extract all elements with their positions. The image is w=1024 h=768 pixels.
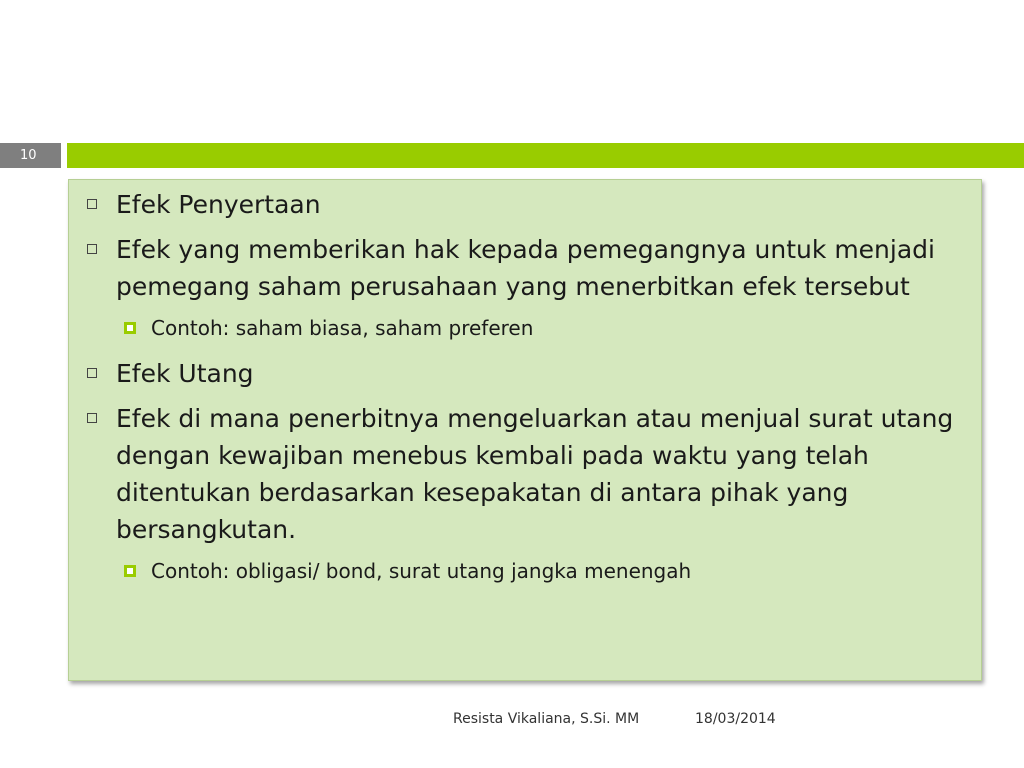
bullet-text: Efek Penyertaan bbox=[116, 190, 321, 219]
hollow-square-bullet-icon bbox=[87, 199, 97, 209]
bullet-item bbox=[69, 186, 981, 223]
sub-bullet-item bbox=[69, 313, 981, 343]
content-box bbox=[68, 179, 982, 681]
hollow-square-bullet-icon bbox=[87, 244, 97, 254]
green-square-bullet-icon bbox=[124, 565, 136, 577]
hollow-square-bullet-icon bbox=[87, 368, 97, 378]
bullet-item bbox=[69, 231, 981, 305]
green-square-bullet-icon bbox=[124, 322, 136, 334]
sub-bullet-item bbox=[69, 556, 981, 586]
bullet-item bbox=[69, 400, 981, 548]
bullet-text: Efek di mana penerbitnya mengeluarkan atau menjual surat utang dengan kewajiban menebus kembali pada waktu yang telah ditentukan berdasarkan kesepakatan di antara pihak yang bersangkutan. bbox=[116, 404, 954, 544]
accent-bar bbox=[67, 143, 1024, 168]
bullet-list bbox=[69, 180, 981, 586]
bullet-text: Efek yang memberikan hak kepada pemegangnya untuk menjadi pemegang saham perusahaan yang menerbitkan efek tersebut bbox=[116, 235, 935, 301]
bullet-text: Efek Utang bbox=[116, 359, 254, 388]
bullet-item bbox=[69, 355, 981, 392]
slide-number: 10 bbox=[0, 143, 61, 168]
sub-bullet-text: Contoh: saham biasa, saham preferen bbox=[151, 316, 534, 340]
footer-date: 18/03/2014 bbox=[695, 711, 776, 727]
footer-author: Resista Vikaliana, S.Si. MM bbox=[453, 711, 640, 727]
sub-bullet-text: Contoh: obligasi/ bond, surat utang jangka menengah bbox=[151, 559, 692, 583]
hollow-square-bullet-icon bbox=[87, 413, 97, 423]
